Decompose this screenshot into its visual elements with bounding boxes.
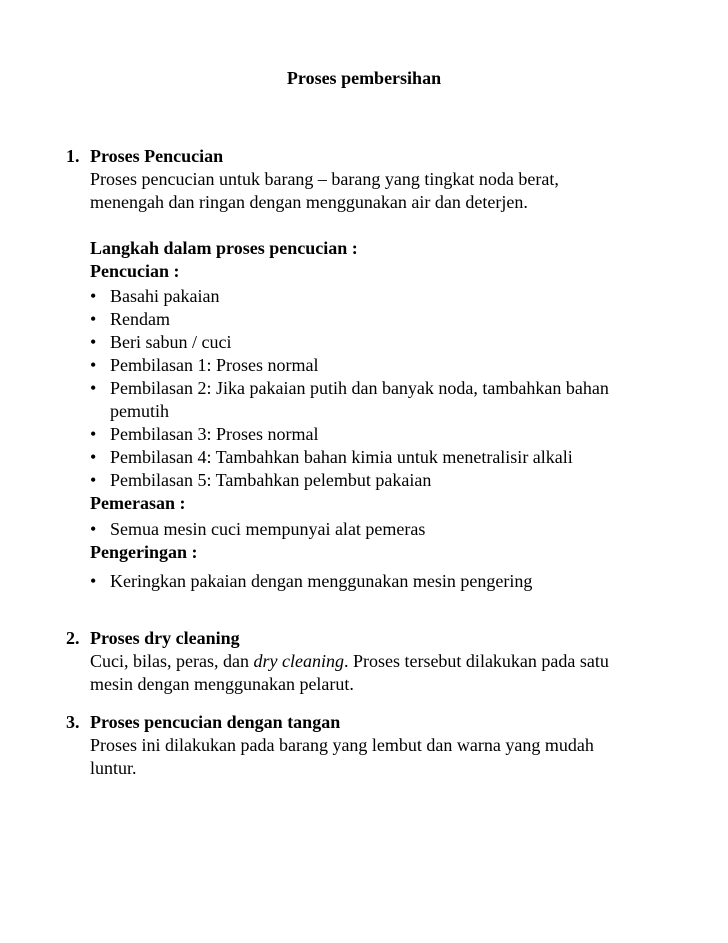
section-2-text-line-2: mesin dengan menggunakan pelarut.: [90, 674, 354, 694]
steps-heading: Langkah dalam proses pencucian :: [90, 238, 358, 258]
section-2-number: 2.: [66, 628, 80, 648]
list-item: • Basahi pakaian: [90, 286, 220, 306]
section-1: [66, 145, 666, 593]
list-item: • Semua mesin cuci mempunyai alat pemeras: [90, 519, 426, 539]
pengeringan-list: [90, 570, 666, 593]
bullet-icon: •: [90, 424, 97, 444]
section-2: [66, 627, 666, 696]
bullet-icon: •: [90, 355, 97, 375]
bullet-icon: •: [90, 286, 97, 306]
bullet-icon: •: [90, 332, 97, 352]
section-3: [66, 711, 666, 780]
bullet-icon: •: [90, 447, 97, 467]
section-3-heading: Proses pencucian dengan tangan: [90, 712, 341, 732]
bullet-icon: •: [90, 378, 97, 398]
section-2-heading: Proses dry cleaning: [90, 628, 240, 648]
bullet-icon: •: [90, 519, 97, 539]
pemerasan-list: [90, 518, 666, 541]
section-3-text-line-1: Proses ini dilakukan pada barang yang lembut dan warna yang mudah: [90, 735, 594, 755]
list-item: • Pembilasan 2: Jika pakaian putih dan banyak noda, tambahkan bahan pemutih: [90, 378, 609, 421]
pencucian-list: [90, 285, 666, 492]
section-2-text-line-1: Cuci, bilas, peras, dan dry cleaning. Proses tersebut dilakukan pada satu: [90, 651, 609, 671]
group-heading-pengeringan: Pengeringan :: [90, 542, 198, 562]
bullet-icon: •: [90, 309, 97, 329]
section-3-number: 3.: [66, 712, 80, 732]
bullet-icon: •: [90, 470, 97, 490]
list-item: • Rendam: [90, 309, 170, 329]
bullet-icon: •: [90, 571, 97, 591]
list-item: • Beri sabun / cuci: [90, 332, 232, 352]
section-3-text-line-2: luntur.: [90, 758, 137, 778]
list-item: • Keringkan pakaian dengan menggunakan mesin pengering: [90, 571, 533, 591]
section-1-text-line-1: Proses pencucian untuk barang – barang yang tingkat noda berat,: [90, 169, 559, 189]
dry-cleaning-term: dry cleaning: [253, 651, 344, 671]
section-1-heading: Proses Pencucian: [90, 146, 224, 166]
group-heading-pemerasan: Pemerasan :: [90, 493, 186, 513]
group-heading-pencucian: Pencucian :: [90, 261, 180, 281]
list-item: • Pembilasan 5: Tambahkan pelembut pakaian: [90, 470, 432, 490]
list-item: • Pembilasan 1: Proses normal: [90, 355, 319, 375]
list-item: • Pembilasan 4: Tambahkan bahan kimia untuk menetralisir alkali: [90, 447, 573, 467]
document-title: Proses pembersihan: [286, 68, 442, 88]
section-1-number: 1.: [66, 146, 80, 166]
list-item: • Pembilasan 3: Proses normal: [90, 424, 319, 444]
section-1-text-line-2: menengah dan ringan dengan menggunakan air dan deterjen.: [90, 192, 528, 212]
